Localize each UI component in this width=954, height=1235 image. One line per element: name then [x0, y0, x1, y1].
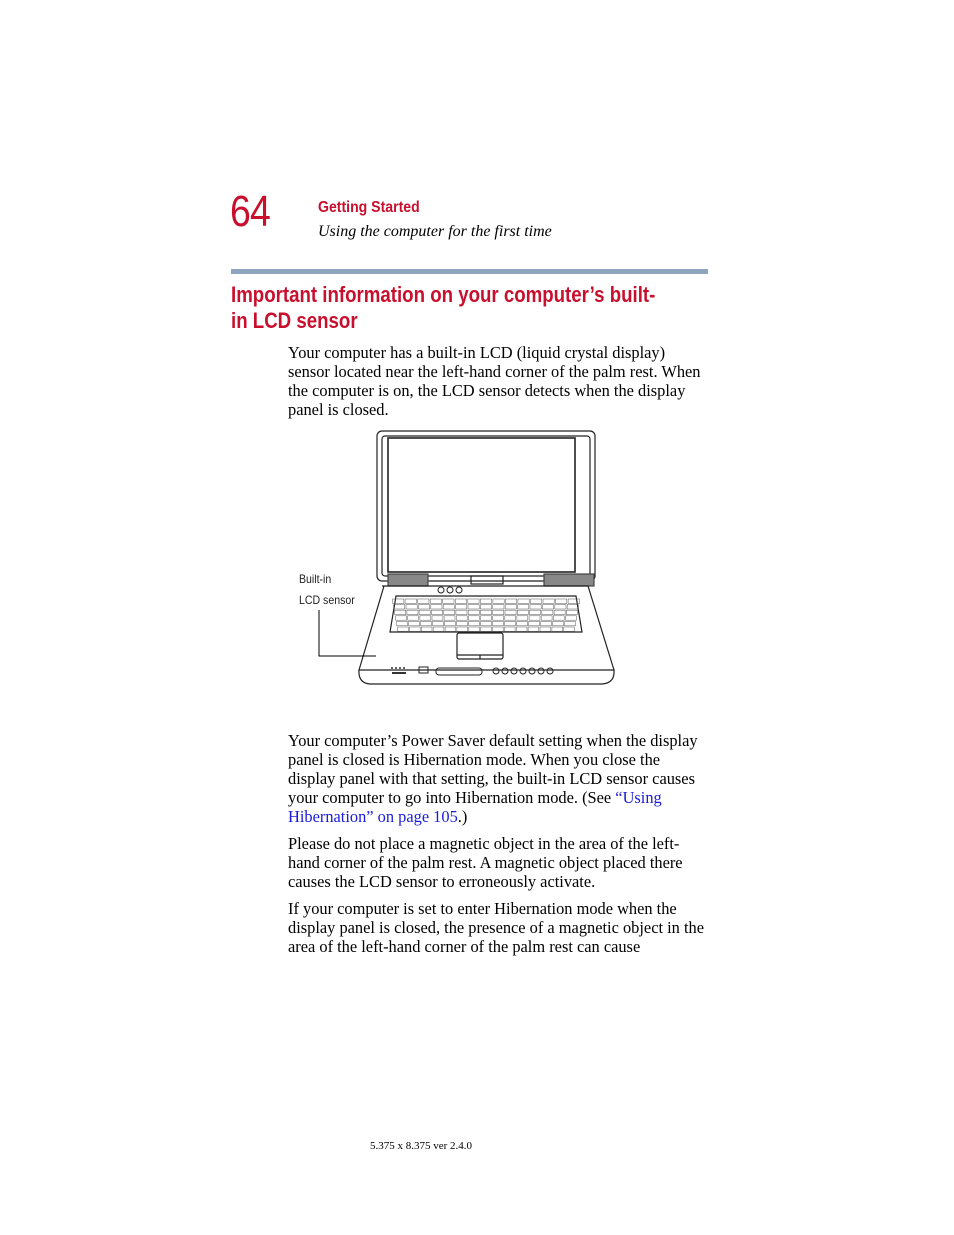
paragraph-power-saver	[288, 731, 708, 826]
keyboard-keys	[393, 599, 580, 631]
chapter-title: Getting Started	[318, 199, 420, 216]
paragraph-power-saver-text: Your computer’s Power Saver default setting when the display panel is closed is Hibernation mode. When you close the display panel with that setting, the built-in LCD sensor causes your computer to go into Hibernation mode. (See	[288, 731, 698, 807]
paragraph-hibernation-note: If your computer is set to enter Hibernation mode when the display panel is closed, the presence of a magnetic object in the area of the left-hand corner of the palm rest can cause	[288, 899, 704, 956]
paragraph-power-saver-end: .)	[457, 807, 468, 826]
paragraph-intro: Your computer has a built-in LCD (liquid crystal display) sensor located near the left-hand corner of the palm rest. When the computer is on, the LCD sensor detects when the display panel is closed.	[288, 343, 701, 419]
page-number: 64	[230, 187, 270, 236]
section-divider	[231, 269, 708, 274]
section-subtitle: Using the computer for the first time	[318, 223, 552, 240]
page-footer: 5.375 x 8.375 ver 2.4.0	[370, 1140, 473, 1152]
hibernation-link[interactable]: “Using Hibernation” on page 105	[288, 788, 662, 826]
laptop-illustration	[296, 428, 626, 695]
laptop-drawing	[296, 428, 626, 690]
callout-label-line2: LCD sensor	[299, 593, 355, 607]
paragraph-magnetic-warning: Please do not place a magnetic object in the area of the left-hand corner of the palm rest. A magnetic object placed there causes the LCD sensor to erroneously activate.	[288, 834, 683, 891]
callout-label-line1: Built-in	[299, 572, 332, 586]
section-heading: Important information on your computer’s built-in LCD sensor	[231, 282, 656, 333]
